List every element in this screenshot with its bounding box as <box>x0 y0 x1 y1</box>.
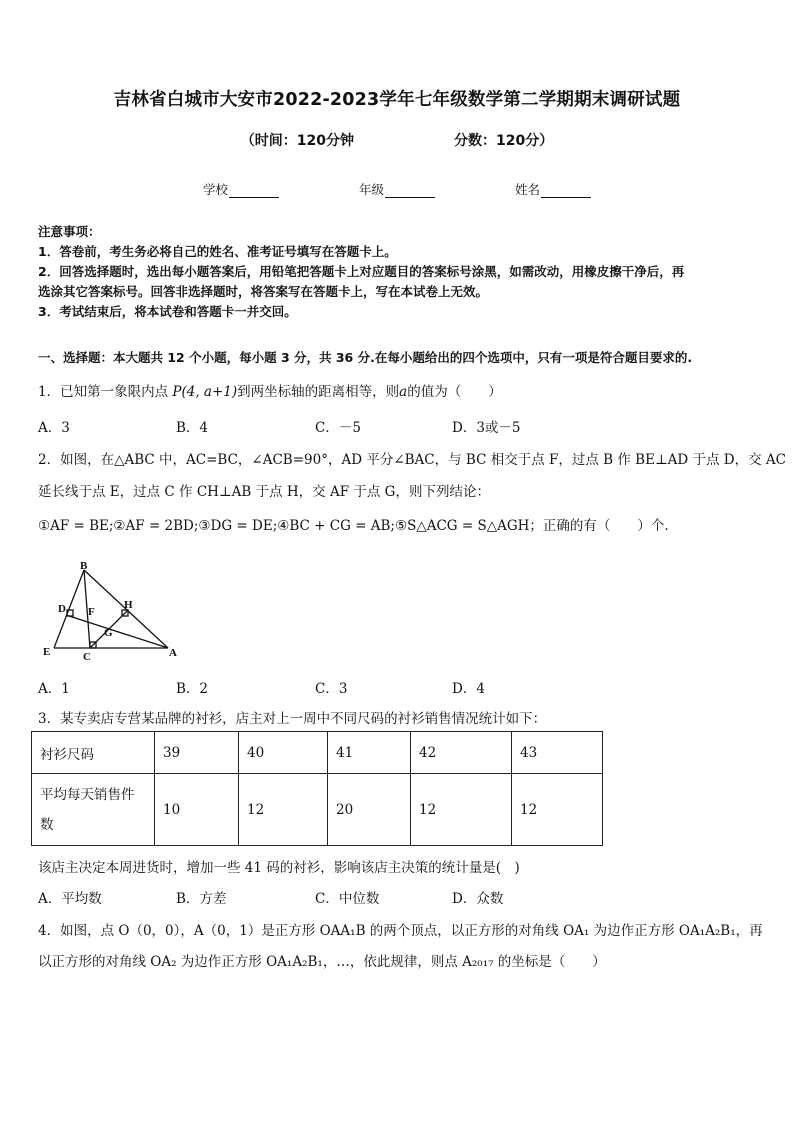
option-b[interactable]: B．4 <box>176 420 209 436</box>
grade-field[interactable]: 年级 <box>359 180 435 198</box>
student-info-fields <box>0 180 794 198</box>
time-score-line <box>0 130 794 150</box>
table-row <box>32 732 603 774</box>
label-a: A <box>169 647 177 659</box>
notes-heading: 注意事项： <box>38 224 101 239</box>
label-e: E <box>43 646 51 658</box>
option-c[interactable]: C．3 <box>315 681 348 697</box>
table-cell: 42 <box>411 732 512 774</box>
table-cell: 43 <box>512 732 603 774</box>
question-4-line-1: 4．如图，点 O（0，0），A（0，1）是正方形 OAA₁B 的两个顶点，以正方形的对角线 OA₁ 为边作正方形 OA₁A₂B₁，再 <box>38 923 763 939</box>
table-row <box>32 774 603 846</box>
time-info: （时间：120分钟 <box>240 133 354 149</box>
table-cell: 12 <box>239 774 328 846</box>
score-info: 分数：120分） <box>454 133 554 149</box>
label-f: F <box>88 606 95 618</box>
question-2-conclusions: ①AF = BE;②AF = 2BD;③DG = DE;④BC + CG = AB;⑤S△ACG = S△AGH；正确的有（ ）个. <box>38 518 669 534</box>
option-d[interactable]: D．4 <box>452 681 485 697</box>
note-item: 3．考试结束后，将本试卷和答题卡一并交回。 <box>38 304 297 319</box>
option-c[interactable]: C．中位数 <box>315 891 380 907</box>
question-3: 3．某专卖店专营某品牌的衬衫，店主对上一周中不同尺码的衬衫销售情况统计如下： <box>38 711 547 727</box>
option-d[interactable]: D．众数 <box>452 891 504 907</box>
option-a[interactable]: A．平均数 <box>38 891 102 907</box>
label-d: D <box>58 603 66 615</box>
table-cell: 39 <box>155 732 239 774</box>
school-field[interactable]: 学校 <box>203 180 279 198</box>
question-1: 1．已知第一象限内点 P(4, a+1)到两坐标轴的距离相等，则a的值为（ ） <box>38 384 502 400</box>
exam-title: 吉林省白城市大安市2022-2023学年七年级数学第二学期期末调研试题 <box>113 90 681 110</box>
note-item: 1．答卷前，考生务必将自己的姓名、准考证号填写在答题卡上。 <box>38 244 397 259</box>
segment-ad <box>66 615 168 648</box>
table-cell: 40 <box>239 732 328 774</box>
table-cell: 41 <box>328 732 411 774</box>
label-c: C <box>83 651 91 663</box>
label-b: B <box>80 560 88 572</box>
question-2-line-2: 延长线于点 E，过点 C 作 CH⊥AB 于点 H，交 AF 于点 G，则下列结论： <box>38 484 490 500</box>
triangle-diagram <box>38 560 188 665</box>
option-b[interactable]: B．2 <box>176 681 209 697</box>
triangle-figure <box>38 560 188 669</box>
option-a[interactable]: A．1 <box>38 681 70 697</box>
point-p-expression: P(4, a+1) <box>172 384 238 400</box>
table-header-sales: 平均每天销售件 数 <box>32 774 155 846</box>
table-cell: 12 <box>411 774 512 846</box>
option-a[interactable]: A．3 <box>38 420 70 436</box>
option-d[interactable]: D．3或－5 <box>452 420 521 436</box>
option-b[interactable]: B．方差 <box>176 891 227 907</box>
label-g: G <box>104 627 113 639</box>
label-h: H <box>124 599 133 611</box>
section-heading: 一、选择题：本大题共 12 个小题，每小题 3 分，共 36 分.在每小题给出的四个选项中，只有一项是符合题目要求的. <box>38 350 693 365</box>
note-item: 选涂其它答案标号。回答非选择题时，将答案写在答题卡上，写在本试卷上无效。 <box>38 284 489 299</box>
table-cell: 12 <box>512 774 603 846</box>
question-2-line-1: 2．如图，在△ABC 中，AC=BC，∠ACB=90°，AD 平分∠BAC，与 BC 相交于点 F，过点 B 作 BE⊥AD 于点 D，交 AC <box>38 452 786 468</box>
notes-section <box>38 222 758 322</box>
sales-table <box>31 731 603 846</box>
table-cell: 10 <box>155 774 239 846</box>
question-4-line-2: 以正方形的对角线 OA₂ 为边作正方形 OA₁A₂B₁，…，依此规律，则点 A₂₀₁₇ 的坐标是（ ） <box>38 954 606 970</box>
name-field[interactable]: 姓名 <box>515 180 591 198</box>
question-3-followup: 该店主决定本周进货时，增加一些 41 码的衬衫，影响该店主决策的统计量是( ) <box>38 860 520 876</box>
note-item: 2．回答选择题时，选出每小题答案后，用铅笔把答题卡上对应题目的答案标号涂黑，如需改动，用橡皮擦干净后，再 <box>38 264 685 279</box>
table-header-size: 衬衫尺码 <box>32 732 155 774</box>
option-c[interactable]: C．－5 <box>315 420 361 436</box>
table-cell: 20 <box>328 774 411 846</box>
